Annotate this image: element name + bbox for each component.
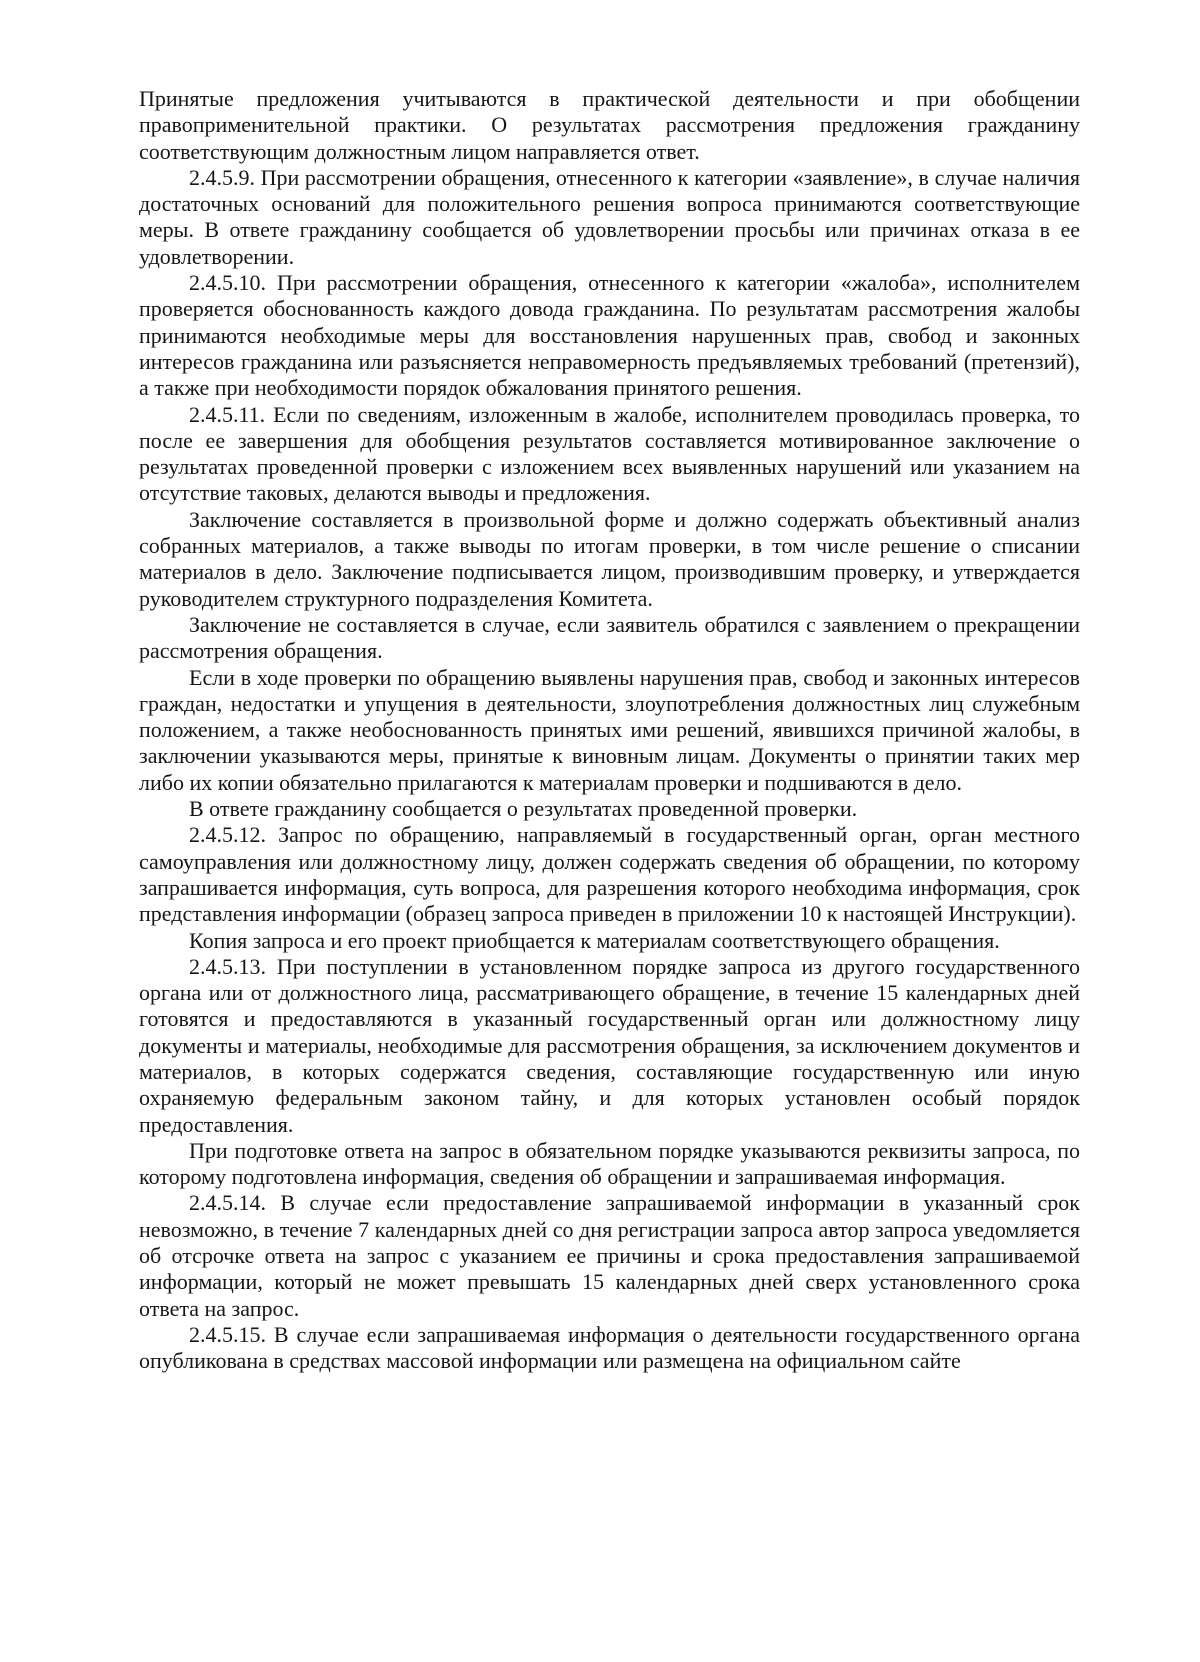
paragraph: При подготовке ответа на запрос в обязательном порядке указываются реквизиты запроса, по которому подготовлена информация, сведения об обращении и запрашиваемая информация. bbox=[139, 1137, 1080, 1190]
paragraph-2-4-5-14: 2.4.5.14. В случае если предоставление запрашиваемой информации в указанный срок невозможно, в течение 7 календарных дней со дня регистрации запроса автор запроса уведомляется об отсрочке ответа на запрос с указанием ее причины и срока предоставления запрашиваемой информации, который не может превышать 15 календарных дней сверх установленного срока ответа на запрос. bbox=[139, 1190, 1080, 1321]
paragraph-2-4-5-11: 2.4.5.11. Если по сведениям, изложенным в жалобе, исполнителем проводилась проверка, то после ее завершения для обобщения результатов составляется мотивированное заключение о результатах проведенной проверки с изложением всех выявленных нарушений или указанием на отсутствие таковых, делаются выводы и предложения. bbox=[139, 401, 1080, 506]
paragraph-2-4-5-12: 2.4.5.12. Запрос по обращению, направляемый в государственный орган, орган местного самоуправления или должностному лицу, должен содержать сведения об обращении, по которому запрашивается информация, суть вопроса, для разрешения которого необходима информация, срок представления информации (образец запроса приведен в приложении 10 к настоящей Инструкции). bbox=[139, 822, 1080, 927]
paragraph-2-4-5-9: 2.4.5.9. При рассмотрении обращения, отнесенного к категории «заявление», в случае наличия достаточных оснований для положительного решения вопроса принимаются соответствующие меры. В ответе гражданину сообщается об удовлетворении просьбы или причинах отказа в ее удовлетворении. bbox=[139, 164, 1080, 269]
paragraph: Копия запроса и его проект приобщается к материалам соответствующего обращения. bbox=[189, 927, 1000, 953]
paragraph: Если в ходе проверки по обращению выявлены нарушения прав, свобод и законных интересов граждан, недостатки и упущения в деятельности, злоупотребления должностных лиц служебным положением, а также необоснованность принятых ими решений, явившихся причиной жалобы, в заключении указываются меры, принятые к виновным лицам. Документы о принятии таких мер либо их копии обязательно прилагаются к материалам проверки и подшиваются в дело. bbox=[139, 664, 1080, 795]
paragraph-2-4-5-15: 2.4.5.15. В случае если запрашиваемая информация о деятельности государственного органа опубликована в средствах массовой информации или размещена на официальном сайте bbox=[139, 1321, 1080, 1374]
document-page bbox=[139, 86, 1080, 1375]
paragraph: Принятые предложения учитываются в практической деятельности и при обобщении правоприменительной практики. О результатах рассмотрения предложения гражданину соответствующим должностным лицом направляется ответ. bbox=[139, 86, 1080, 164]
paragraph-2-4-5-10: 2.4.5.10. При рассмотрении обращения, отнесенного к категории «жалоба», исполнителем проверяется обоснованность каждого довода гражданина. По результатам рассмотрения жалобы принимаются необходимые меры для восстановления нарушенных прав, свобод и законных интересов гражданина или разъясняется неправомерность предъявляемых требований (претензий), а также при необходимости порядок обжалования принятого решения. bbox=[139, 270, 1080, 401]
paragraph: В ответе гражданину сообщается о результатах проведенной проверки. bbox=[189, 796, 858, 822]
paragraph-2-4-5-13: 2.4.5.13. При поступлении в установленном порядке запроса из другого государственного органа или от должностного лица, рассматривающего обращение, в течение 15 календарных дней готовятся и предоставляются в указанный государственный орган или должностному лицу документы и материалы, необходимые для рассмотрения обращения, за исключением документов и материалов, в которых содержатся сведения, составляющие государственную или иную охраняемую федеральным законом тайну, и для которых установлен особый порядок предоставления. bbox=[139, 953, 1080, 1137]
paragraph: Заключение не составляется в случае, если заявитель обратился с заявлением о прекращении рассмотрения обращения. bbox=[139, 611, 1080, 664]
paragraph: Заключение составляется в произвольной форме и должно содержать объективный анализ собранных материалов, а также выводы по итогам проверки, в том числе решение о списании материалов в дело. Заключение подписывается лицом, производившим проверку, и утверждается руководителем структурного подразделения Комитета. bbox=[139, 506, 1080, 611]
